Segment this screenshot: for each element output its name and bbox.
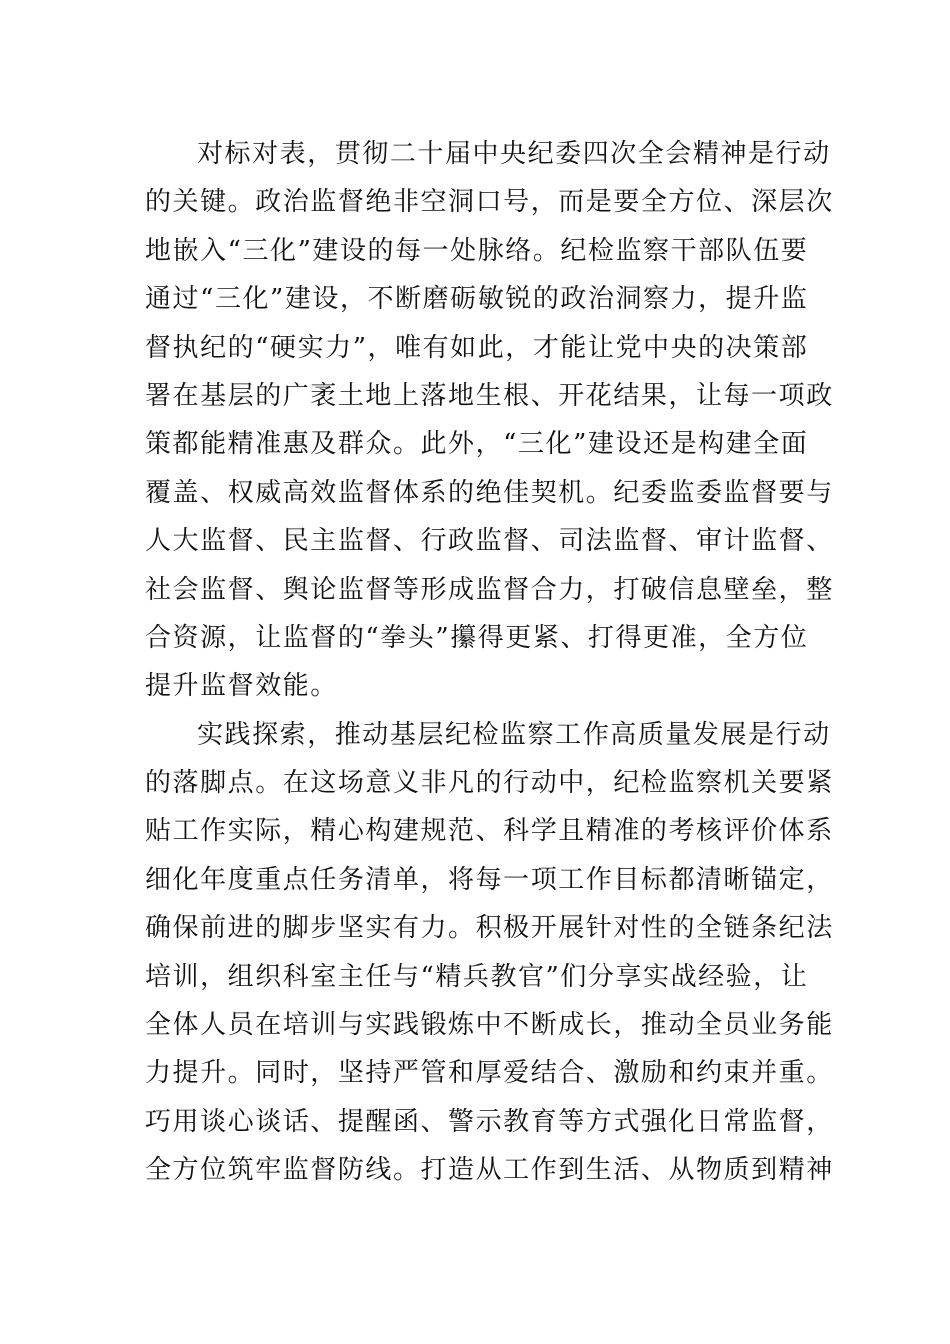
paragraph-1-line-3: 地嵌入“三化”建设的每一处脉络。纪检监察干部队伍要 xyxy=(145,235,809,266)
paragraph-2-line-3: 贴工作实际，精心构建规范、科学且精准的考核评价体系 xyxy=(145,816,834,847)
paragraph-1-line-12: 提升监督效能。 xyxy=(145,671,338,702)
paragraph-2-line-2: 的落脚点。在这场意义非凡的行动中，纪检监察机关要紧 xyxy=(145,768,834,799)
paragraph-2-line-5: 确保前进的脚步坚实有力。积极开展针对性的全链条纪法 xyxy=(145,913,834,944)
paragraph-1-line-8: 覆盖、权威高效监督体系的绝佳契机。纪委监委监督要与 xyxy=(145,477,834,508)
paragraph-1-line-2: 的关键。政治监督绝非空洞口号，而是要全方位、深层次 xyxy=(145,187,834,218)
paragraph-1-line-11: 合资源，让监督的“拳头”攥得更紧、打得更准，全方位 xyxy=(145,622,809,653)
paragraph-2-line-10: 全方位筑牢监督防线。打造从工作到生活、从物质到精神 xyxy=(145,1155,834,1186)
paragraph-1-line-4: 通过“三化”建设，不断磨砺敏锐的政治洞察力，提升监 xyxy=(145,284,809,315)
paragraph-2-line-6: 培训，组织科室主任与“精兵教官”们分享实战经验，让 xyxy=(145,961,809,992)
paragraph-1-line-5: 督执纪的“硬实力”，唯有如此，才能让党中央的决策部 xyxy=(145,332,809,363)
paragraph-1-line-10: 社会监督、舆论监督等形成监督合力，打破信息壁垒，整 xyxy=(145,574,834,605)
paragraph-1-line-9: 人大监督、民主监督、行政监督、司法监督、审计监督、 xyxy=(145,526,834,557)
paragraph-2-line-8: 力提升。同时，坚持严管和厚爱结合、激励和约束并重。 xyxy=(145,1058,834,1089)
paragraph-2-line-9: 巧用谈心谈话、提醒函、警示教育等方式强化日常监督， xyxy=(145,1106,834,1137)
paragraph-1-line-7: 策都能精准惠及群众。此外，“三化”建设还是构建全面 xyxy=(145,429,809,460)
paragraph-2-line-7: 全体人员在培训与实践锻炼中不断成长，推动全员业务能 xyxy=(145,1010,834,1041)
paragraph-1-line-6: 署在基层的广袤土地上落地生根、开花结果，让每一项政 xyxy=(145,380,834,411)
paragraph-2-line-4: 细化年度重点任务清单，将每一项工作目标都清晰锚定， xyxy=(145,864,834,895)
paragraph-1-line-1: 对标对表，贯彻二十届中央纪委四次全会精神是行动 xyxy=(197,139,831,169)
paragraph-2-line-1: 实践探索，推动基层纪检监察工作高质量发展是行动 xyxy=(197,719,831,750)
body-text xyxy=(145,130,834,1195)
